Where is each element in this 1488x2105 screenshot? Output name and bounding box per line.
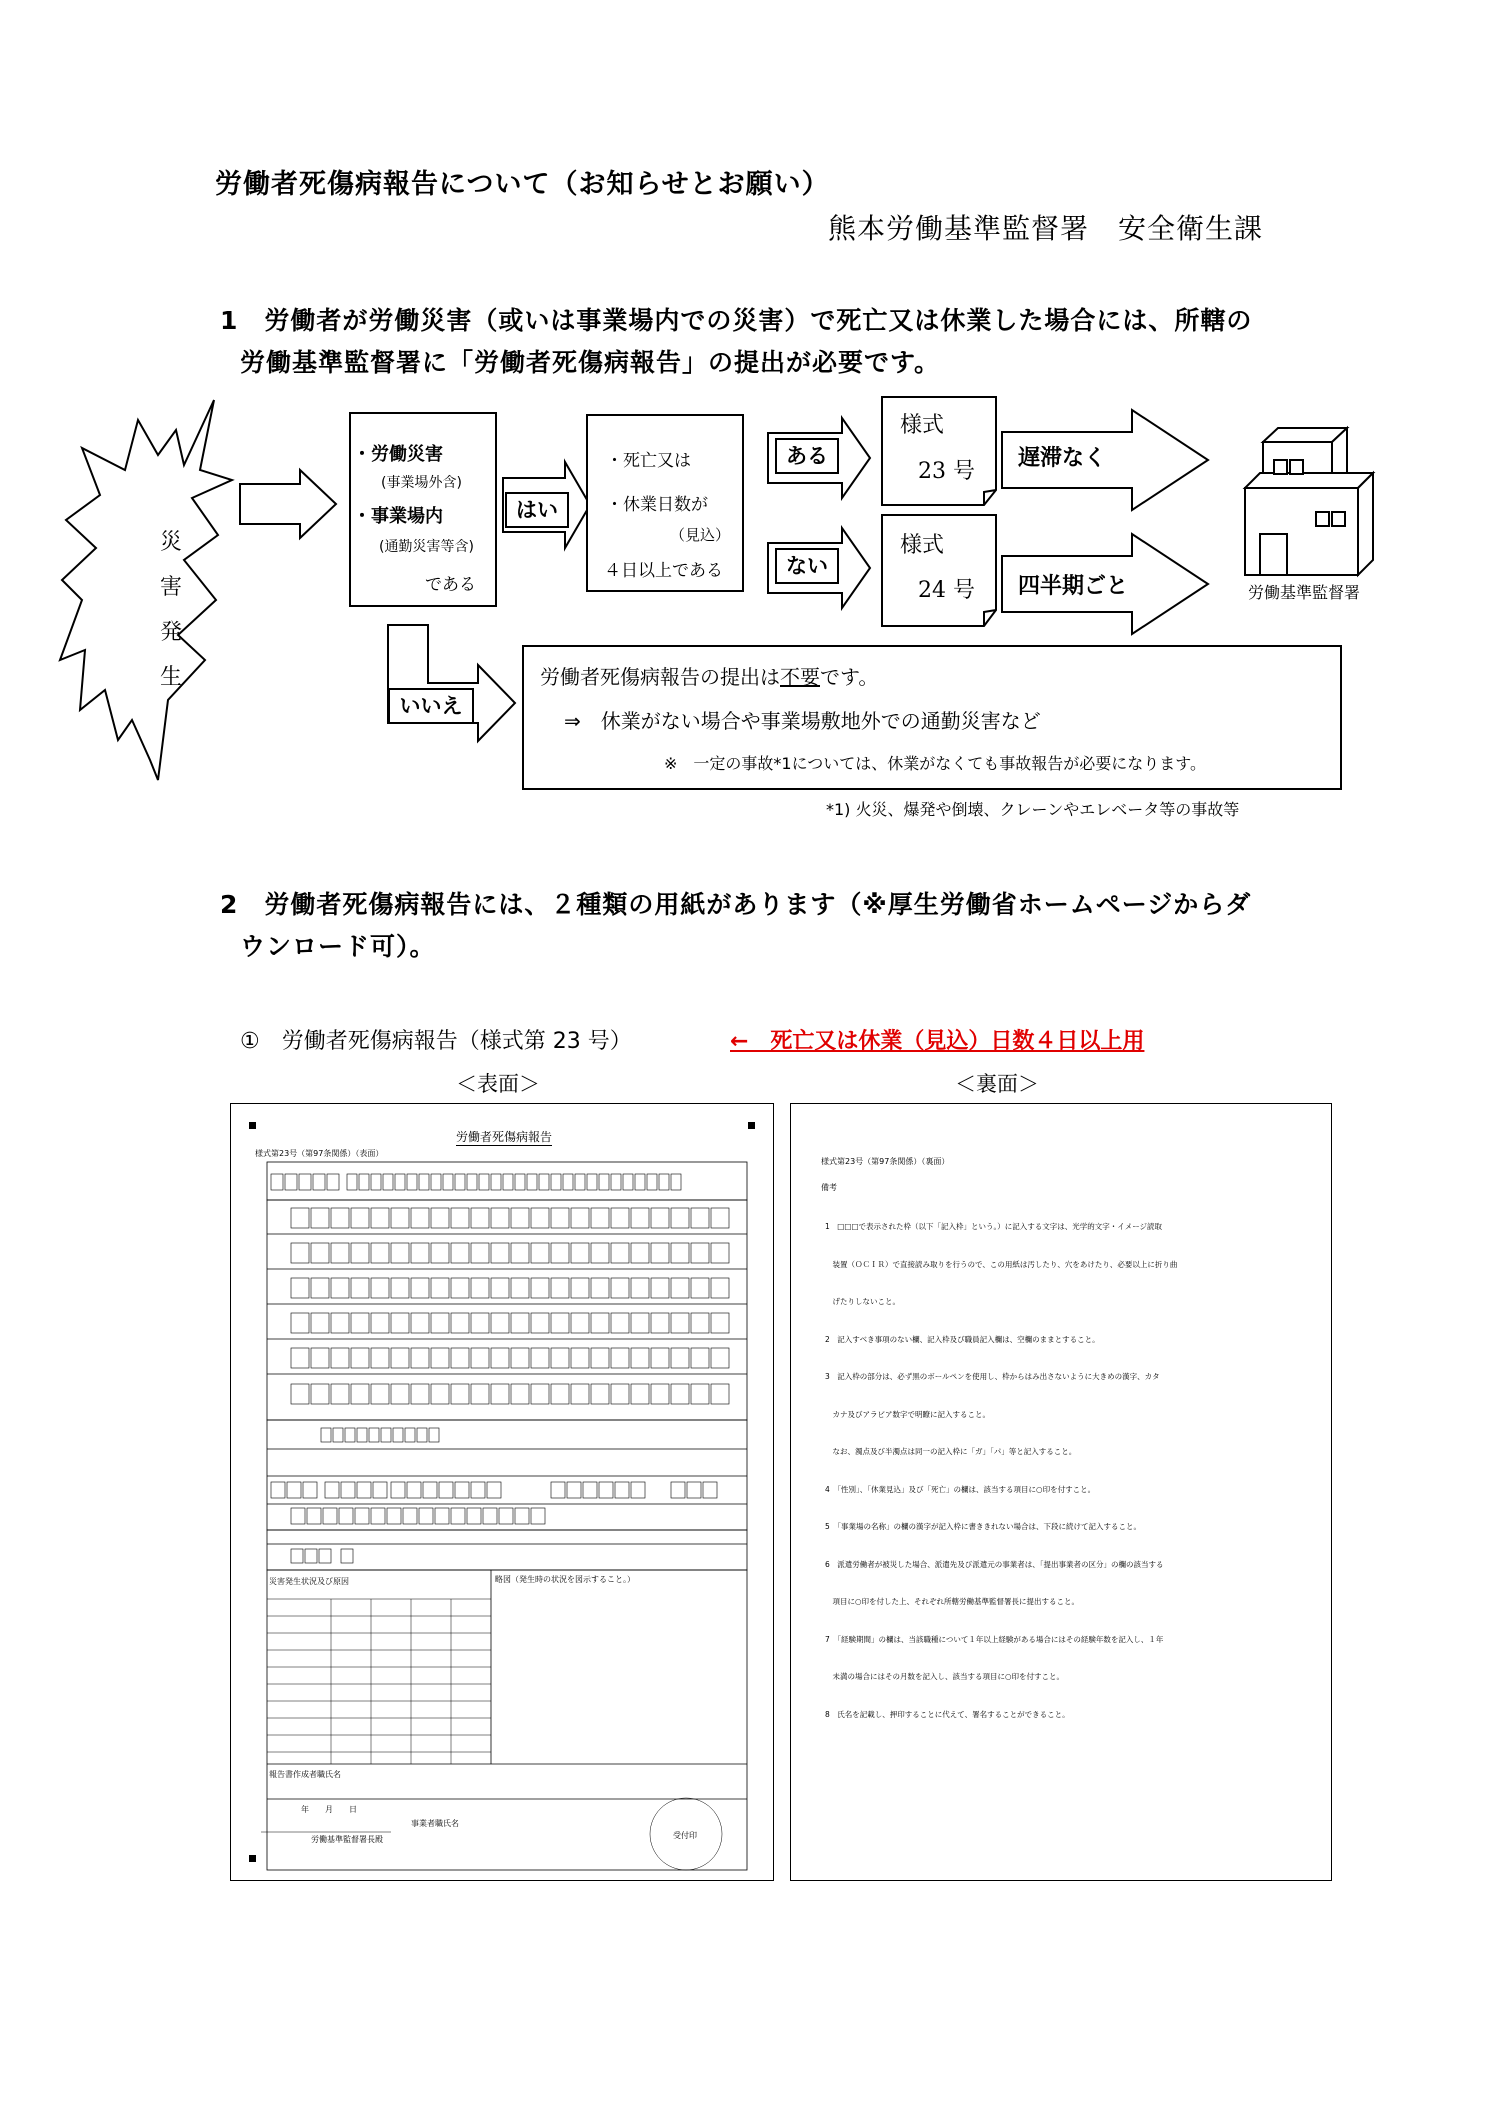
box1-item1: ・労働災害 [353, 444, 443, 465]
not-required-notice [522, 645, 1342, 790]
notice-line3: ※ 一定の事故*1については、休業がなくても事故報告が必要になります。 [664, 754, 1206, 773]
box2-line3: （見込） [670, 526, 731, 544]
box1-item1-sub: (事業場外含) [381, 475, 462, 491]
back-form-note: 8 氏名を記載し、押印することに代えて、署名することができること。 [825, 1709, 1070, 1719]
yes-label: はい [505, 492, 569, 528]
front-form-grid [231, 1104, 774, 1881]
back-form-note: カナ及びアラビア数字で明瞭に記入すること。 [825, 1409, 990, 1419]
notice-line1-underlined: 不要 [780, 665, 820, 689]
front-form-stamp: 受付印 [673, 1831, 697, 1840]
front-form-footer-date: 年 月 日 [301, 1805, 357, 1814]
section1-line2: 労働基準監督署に「労働者死傷病報告」の提出が必要です。 [240, 348, 941, 377]
section2-line2: ウンロード可）。 [240, 932, 436, 961]
notice-line1 [540, 661, 878, 690]
arrow-quarter-label: 四半期ごと [1018, 574, 1129, 599]
department-name: 熊本労働基準監督署 安全衛生課 [828, 212, 1264, 245]
burst-char-2: 害 [160, 575, 183, 600]
front-form-header: 様式第23号（第97条関係）（表面） [255, 1149, 384, 1158]
burst-shape [60, 400, 232, 780]
condition-box-absence [586, 414, 744, 592]
section2-line1: 2 労働者死傷病報告には、２種類の用紙があります（※厚生労働省ホームページからダ [220, 890, 1252, 919]
notice-line2: ⇒ 休業がない場合や事業場敷地外での通勤災害など [564, 709, 1041, 733]
page-title: 労働者死傷病報告について（お知らせとお願い） [215, 169, 830, 200]
form24-number: 24 号 [918, 578, 975, 603]
front-form-footer-addressee: 労働基準監督署長殿 [311, 1835, 383, 1844]
back-form-note: 4 「性別」、「休業見込」及び「死亡」の欄は、該当する項目に○印を付すこと。 [825, 1484, 1096, 1494]
section1-line1: 1 労働者が労働災害（或いは事業場内での災害）で死亡又は休業した場合には、所轄の [220, 306, 1253, 335]
back-form-header: 様式第23号（第97条関係）（裏面） [821, 1157, 950, 1166]
front-form-row-author: 報告書作成者職氏名 [269, 1770, 341, 1779]
back-form-note: 装置（ＯＣＩＲ）で直接読み取りを行うので、この用紙は汚したり、穴をあけたり、必要以上に折り曲 [825, 1259, 1178, 1269]
arrow-late-label: 遅滞なく [1018, 446, 1107, 471]
front-form-row-cause: 災害発生状況及び原因 [269, 1577, 349, 1586]
notice-line1-pre: 労働者死傷病報告の提出は [540, 665, 780, 689]
back-form-note: 2 記入すべき事項のない欄、記入枠及び職員記入欄は、空欄のままとすること。 [825, 1334, 1100, 1344]
box2-line1: ・死亡又は [606, 451, 691, 471]
building-label: 労働基準監督署 [1248, 583, 1361, 602]
box1-item2-sub: (通勤災害等含) [379, 539, 474, 555]
arrow-to-box1 [240, 470, 336, 538]
form23-number: 23 号 [918, 459, 975, 484]
nai-label: ない [775, 548, 839, 584]
front-form-row-sketch: 略図（発生時の状況を図示すること。） [495, 1575, 635, 1584]
back-form-note: 6 派遣労働者が被災した場合、派遣先及び派遣元の事業者は、「提出事業者の区分」の欄の該当する [825, 1559, 1164, 1569]
back-label: ＜裏面＞ [955, 1072, 1039, 1096]
footnote: *1) 火災、爆発や倒壊、クレーンやエレベータ等の事故等 [826, 800, 1240, 819]
form24-label: 様式 [900, 533, 945, 558]
back-form-note: 項目に○印を付した上、それぞれ所轄労働基準監督署長に提出すること。 [825, 1597, 1080, 1606]
back-form-note: げたりしないこと。 [825, 1297, 900, 1306]
burst-char-4: 生 [160, 665, 183, 690]
notice-line1-post: です。 [820, 665, 879, 689]
back-form-note: 1 □□□で表示された枠（以下「記入枠」という。）に記入する文字は、光学的文字・イメージ読取 [825, 1222, 1163, 1231]
burst-char-3: 発 [160, 620, 183, 645]
burst-char-1: 災 [160, 530, 183, 555]
back-form-note: 7 「経験期間」の欄は、当該職種について１年以上経験がある場合にはその経験年数を記入し、１年 [825, 1634, 1164, 1644]
back-form-note: 3 記入枠の部分は、必ず黒のボールペンを使用し、枠からはみ出さないように大きめの漢字、カタ [825, 1372, 1160, 1381]
back-form-note: 未満の場合にはその月数を記入し、該当する項目に○印を付すこと。 [825, 1672, 1065, 1681]
item1-red-link[interactable]: ← 死亡又は休業（見込）日数４日以上用 [730, 1029, 1145, 1054]
front-label: ＜表面＞ [456, 1072, 540, 1096]
form23-back-thumbnail [790, 1103, 1332, 1881]
front-form-footer-name: 事業者職氏名 [411, 1819, 459, 1828]
back-form-note: 5 「事業場の名称」の欄の漢字が記入枠に書ききれない場合は、下段に続けて記入すること。 [825, 1522, 1142, 1531]
form23-label: 様式 [900, 413, 945, 438]
box2-line2: ・休業日数が [606, 495, 708, 515]
back-form-note: なお、濁点及び半濁点は同一の記入枠に「ガ」「パ」等と記入すること。 [825, 1447, 1077, 1456]
form23-front-thumbnail [230, 1103, 774, 1881]
back-form-section: 備考 [821, 1183, 837, 1192]
front-form-title: 労働者死傷病報告 [456, 1130, 553, 1144]
condition-box-accident [349, 412, 497, 607]
box1-item2: ・事業場内 [353, 506, 443, 527]
aru-label: ある [775, 438, 839, 474]
no-label: いいえ [388, 688, 474, 724]
box2-line4: ４日以上である [604, 561, 723, 581]
item1-label: ① 労働者死傷病報告（様式第 23 号） [240, 1029, 632, 1054]
box1-end: である [425, 575, 476, 595]
back-form-notes [825, 1196, 1177, 1746]
building-icon [1245, 428, 1373, 575]
